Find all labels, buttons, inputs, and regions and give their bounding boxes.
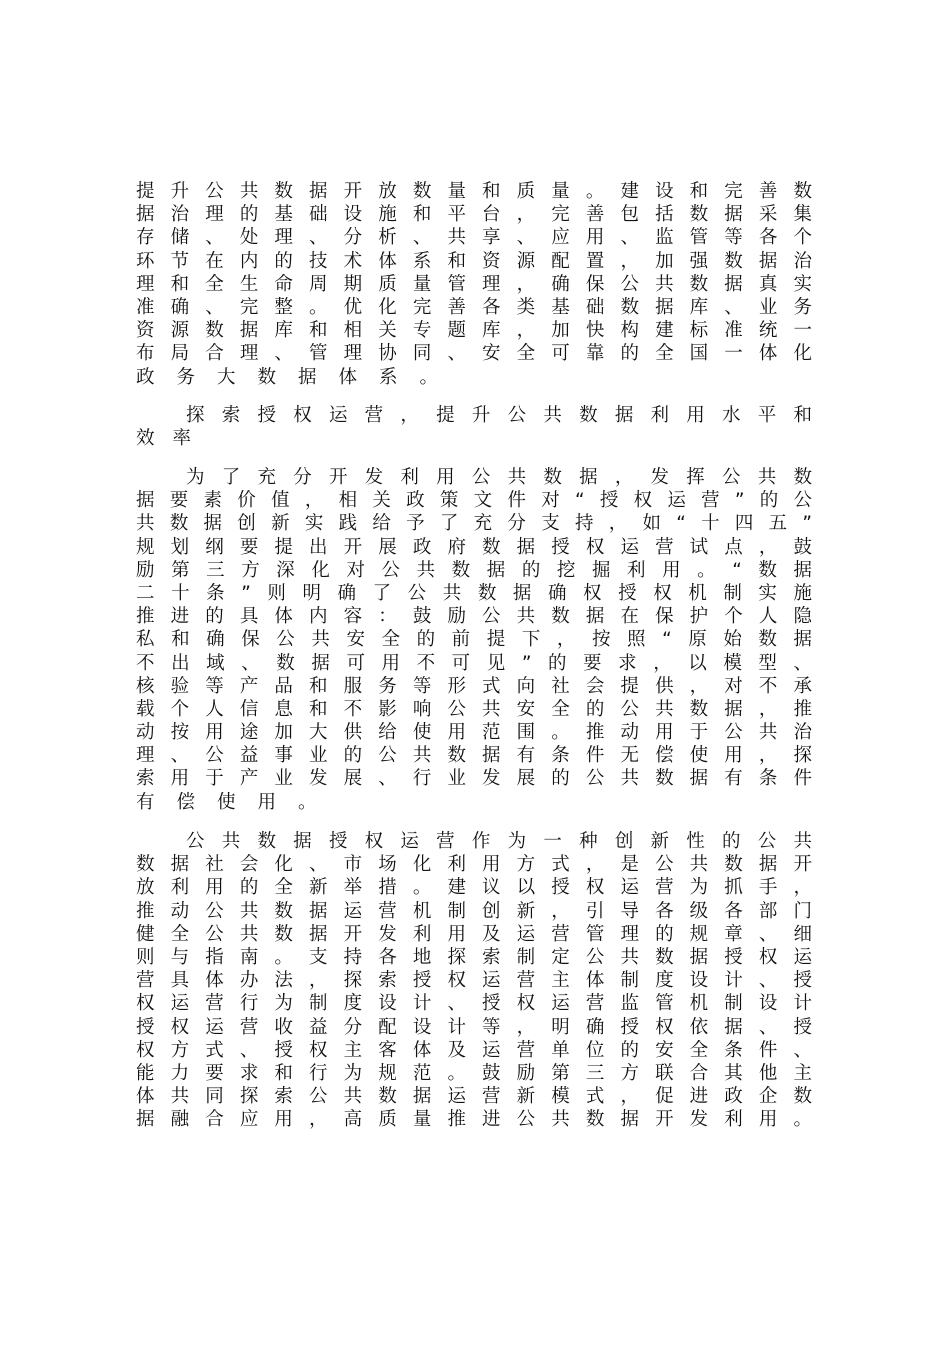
text-line: 二十条”则明确了公共数据确权授权机制实施 bbox=[136, 582, 812, 604]
text-line: 准确、完整。优化完善各类基础数据库、业务 bbox=[136, 296, 812, 318]
text-line: 健全公共数据开发利用及运营管理的规章、细 bbox=[136, 923, 812, 945]
text-line: 营具体办法，探索授权运营主体制度设计、授 bbox=[136, 970, 812, 992]
heading-line: 探索授权运营，提升公共数据利用水平和 bbox=[186, 405, 812, 426]
text-line: 公共数据授权运营作为一种创新性的公共 bbox=[186, 831, 812, 852]
text-line: 存储、处理、分析、共享、应用、监管等各个 bbox=[136, 227, 812, 249]
text-line: 理、公益事业的公共数据有条件无偿使用，探 bbox=[136, 745, 812, 767]
heading-line: 效率 bbox=[136, 428, 210, 450]
text-line: 资源数据库和相关专题库，加快构建标准统一 bbox=[136, 320, 812, 342]
section-heading bbox=[136, 404, 812, 450]
text-line: 共数据创新实践给予了充分支持，如“十四五” bbox=[136, 513, 812, 535]
text-line: 载个人信息和不影响公共安全的公共数据，推 bbox=[136, 698, 812, 720]
text-line: 权方式、授权主客体及运营单位的安全条件、 bbox=[136, 1039, 812, 1061]
text-line: 放利用的全新举措。建议以授权运营为抓手， bbox=[136, 877, 812, 899]
text-line: 政务大数据体系。 bbox=[136, 366, 461, 388]
paragraph-operation-mechanism bbox=[136, 830, 812, 1131]
text-line: 提升公共数据开放数量和质量。建设和完善数 bbox=[136, 181, 812, 202]
text-line: 则与指南。支持各地探索制定公共数据授权运 bbox=[136, 946, 812, 968]
paragraph-data-quality bbox=[136, 180, 812, 389]
text-line: 据治理的基础设施和平台，完善包括数据采集 bbox=[136, 204, 812, 226]
text-line: 核验等产品和服务等形式向社会提供，对不承 bbox=[136, 675, 812, 697]
text-line: 索用于产业发展、行业发展的公共数据有条件 bbox=[136, 768, 812, 790]
text-line: 体共同探索公共数据运营新模式，促进政企数 bbox=[136, 1086, 812, 1108]
text-line: 私和确保公共安全的前提下，按照“原始数据 bbox=[136, 629, 812, 651]
text-line: 授权运营收益分配设计等，明确授权依据、授 bbox=[136, 1016, 812, 1038]
text-line: 推动公共数据运营机制创新，引导各级各部门 bbox=[136, 900, 812, 922]
text-line: 布局合理、管理协同、安全可靠的全国一体化 bbox=[136, 343, 812, 365]
text-line: 据要素价值，相关政策文件对“授权运营”的公 bbox=[136, 490, 812, 512]
text-line: 数据社会化、市场化利用方式，是公共数据开 bbox=[136, 854, 812, 876]
text-line: 理和全生命周期质量管理，确保公共数据真实 bbox=[136, 273, 812, 295]
text-line: 为了充分开发利用公共数据，发挥公共数 bbox=[186, 467, 812, 488]
text-line: 有偿使用。 bbox=[136, 791, 339, 813]
text-line: 推进的具体内容：鼓励公共数据在保护个人隐 bbox=[136, 606, 812, 628]
text-line: 据融合应用，高质量推进公共数据开发利用。 bbox=[136, 1109, 812, 1131]
text-line: 环节在内的技术体系和资源配置，加强数据治 bbox=[136, 250, 812, 272]
text-line: 能力要求和行为规范。鼓励第三方联合其他主 bbox=[136, 1062, 812, 1084]
text-line: 动按用途加大供给使用范围。推动用于公共治 bbox=[136, 722, 812, 744]
text-line: 权运营行为制度设计、授权运营监管机制设计 bbox=[136, 993, 812, 1015]
paragraph-authorized-operation bbox=[136, 466, 812, 814]
text-line: 规划纲要提出开展政府数据授权运营试点，鼓 bbox=[136, 536, 812, 558]
text-line: 励第三方深化对公共数据的挖掘利用。“数据 bbox=[136, 559, 812, 581]
text-line: 不出域、数据可用不可见”的要求，以模型、 bbox=[136, 652, 812, 674]
